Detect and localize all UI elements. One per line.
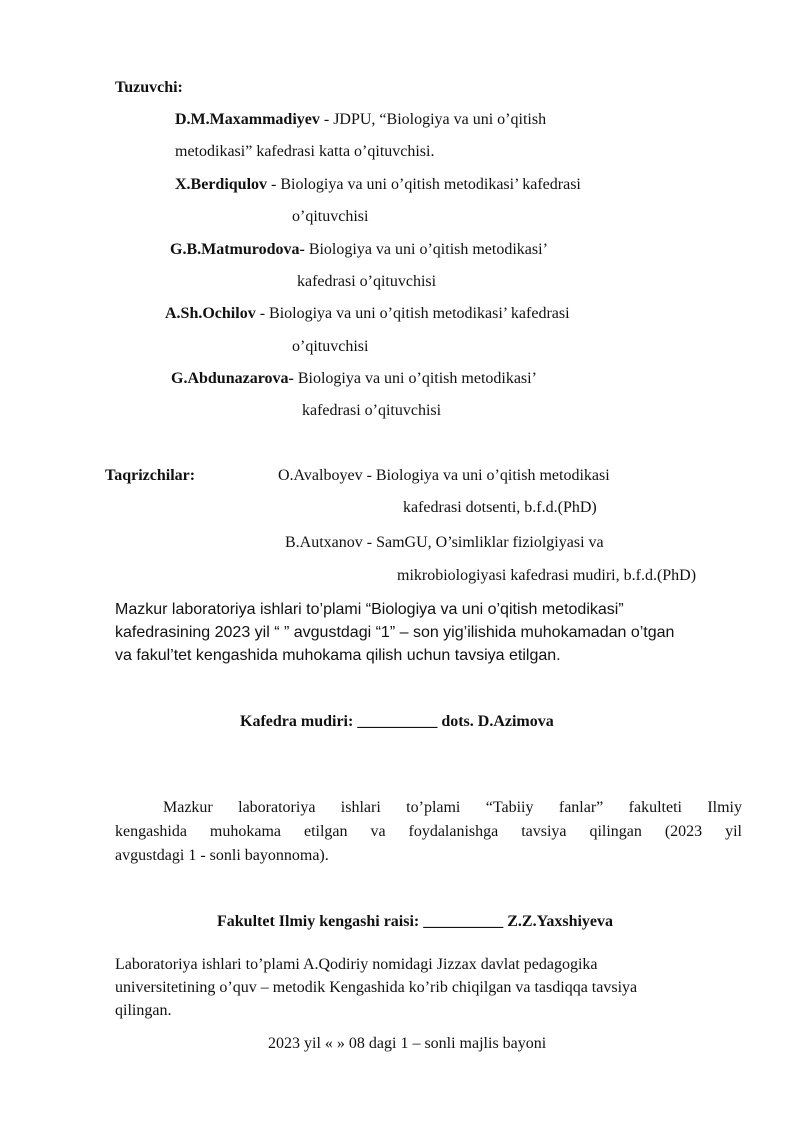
compiler-2 bbox=[175, 175, 581, 195]
paragraph-1-line-1: Mazkur laboratoriya ishlari to’plami “Biologiya va uni o’qitish metodikasi” bbox=[115, 601, 624, 618]
paragraph-3-line-2: universitetining o’quv – metodik Kengashida ko’rib chiqilgan va tasdiqqa tavsiya bbox=[115, 979, 638, 996]
compiler-4 bbox=[165, 304, 570, 324]
compiler-4-role-cont: o’qituvchisi bbox=[292, 338, 369, 355]
compiler-2-role-cont: o’qituvchisi bbox=[292, 208, 369, 225]
compiler-1-role: - JDPU, “Biologiya va uni o’qitish bbox=[319, 111, 547, 128]
paragraph-1-line-3: va fakul’tet kengashida muhokama qilish uchun tavsiya etilgan. bbox=[115, 647, 561, 664]
paragraph-1-line-2: kafedrasining 2023 yil “ ” avgustdagi “1” – son yig’ilishida muhokamadan o’tgan bbox=[115, 624, 675, 641]
compiler-3-role: Biologiya va uni o’qitish metodikasi’ bbox=[304, 241, 548, 258]
reviewer-1-line1: O.Avalboyev - Biologiya va uni o’qitish metodikasi bbox=[278, 467, 610, 484]
compiler-2-role: - Biologiya va uni o’qitish metodikasi’ kafedrasi bbox=[267, 176, 581, 193]
meeting-minutes-line: 2023 yil « » 08 dagi 1 – sonli majlis bayoni bbox=[268, 1035, 547, 1052]
paragraph-2-line-3: avgustdagi 1 - sonli bayonnoma). bbox=[115, 847, 329, 864]
compiler-5-role-cont: kafedrasi o’qituvchisi bbox=[302, 402, 442, 419]
compiler-3-role-cont: kafedrasi o’qituvchisi bbox=[297, 273, 437, 290]
reviewer-2-line2: mikrobiologiyasi kafedrasi mudiri, b.f.d.(PhD) bbox=[397, 567, 697, 584]
reviewer-2-line1: B.Autxanov - SamGU, O’simliklar fiziolgiyasi va bbox=[285, 534, 604, 551]
compiler-3-name: G.B.Matmurodova- bbox=[170, 241, 305, 258]
compiler-2-name: X.Berdiqulov bbox=[175, 176, 268, 193]
compiler-1 bbox=[175, 110, 546, 130]
compiler-4-name: A.Sh.Ochilov bbox=[165, 305, 256, 322]
reviewers-heading: Taqrizchilar: bbox=[105, 467, 196, 484]
compiler-4-role: - Biologiya va uni o’qitish metodikasi’ kafedrasi bbox=[255, 305, 570, 322]
compiler-1-role-cont: metodikasi” kafedrasi katta o’qituvchisi. bbox=[175, 143, 435, 160]
paragraph-2-line-2: kengashida muhokama etilgan va foydalanishga tavsiya qilingan (2023 yil bbox=[115, 823, 742, 840]
paragraph-2-line-1: Mazkur laboratoriya ishlari to’plami “Tabiiy fanlar” fakulteti Ilmiy bbox=[163, 799, 742, 816]
compiler-1-name: D.M.Maxammadiyev bbox=[175, 111, 320, 128]
compilers-heading: Tuzuvchi: bbox=[115, 79, 183, 96]
compiler-5-name: G.Abdunazarova- bbox=[171, 370, 294, 387]
department-head-signature: Kafedra mudiri: __________ dots. D.Azimova bbox=[240, 713, 554, 730]
reviewer-1-line2: kafedrasi dotsenti, b.f.d.(PhD) bbox=[403, 499, 597, 516]
compiler-3 bbox=[170, 240, 548, 260]
paragraph-3-line-3: qilingan. bbox=[115, 1002, 172, 1019]
paragraph-3-line-1: Laboratoriya ishlari to’plami A.Qodiriy nomidagi Jizzax davlat pedagogika bbox=[115, 956, 598, 973]
compiler-5-role: Biologiya va uni o’qitish metodikasi’ bbox=[293, 370, 537, 387]
compiler-5 bbox=[171, 369, 537, 389]
council-chair-signature: Fakultet Ilmiy kengashi raisi: __________ Z.Z.Yaxshiyeva bbox=[217, 913, 614, 930]
